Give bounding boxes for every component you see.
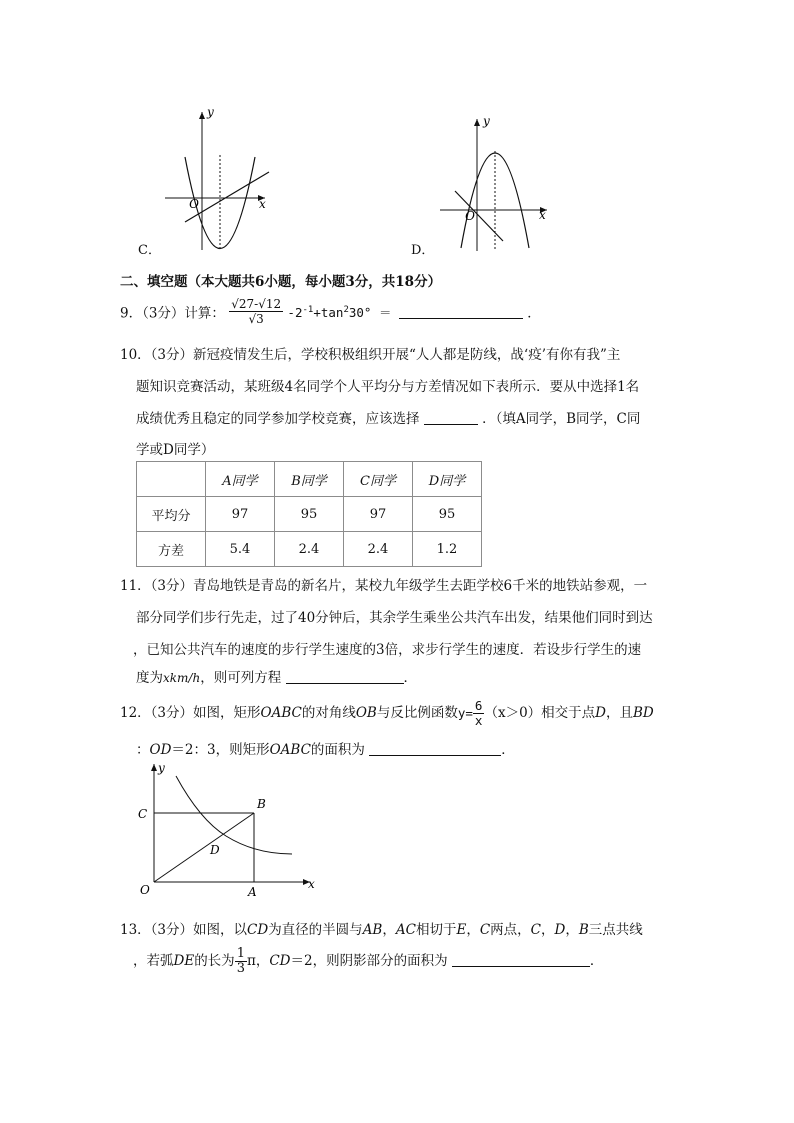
q13-pi: π， <box>246 953 270 969</box>
q13-comma-4: ， <box>565 922 579 938</box>
q9-answer-blank[interactable] <box>399 304 523 319</box>
c-origin-label: O <box>189 197 199 211</box>
q11-line-2: 部分同学们步行先走，过了40分钟后，其余学生乘坐公共汽车出发，结果他们同时到达 <box>136 610 653 626</box>
q13-b: B <box>578 922 589 938</box>
score-table <box>136 461 482 567</box>
q13-c-2: C <box>530 922 541 938</box>
d-origin-label: O <box>465 209 475 223</box>
q12-end: ． <box>501 742 515 758</box>
q13-arc-de: DE <box>173 953 195 969</box>
table-header-cell: A同学 <box>206 462 275 497</box>
q12-func-y: y= <box>457 705 473 721</box>
q13-line-2 <box>133 944 603 978</box>
q12-diagonal: OB <box>355 705 377 721</box>
q13-text-2f: ＝2，则阴影部分的面积为 <box>290 953 448 969</box>
q10-line-3c: A同学，B同学，C同 <box>515 411 641 427</box>
q13-ac: AC <box>395 922 416 938</box>
table-cell: 95 <box>413 497 482 532</box>
q12-label-d: D <box>210 843 220 857</box>
option-d-label: D． <box>411 243 435 258</box>
q12-label-a: A <box>248 885 257 899</box>
q12-segment-od: OD <box>149 742 172 758</box>
q12-text-h: ，且 <box>605 705 633 721</box>
q13-comma-2: ， <box>466 922 480 938</box>
q13-fraction <box>235 947 247 976</box>
q12-label-y: y <box>158 761 165 775</box>
q10-line-1: 10．（3分）新冠疫情发生后，学校积极组织开展“人人都是防线，战‘疫’有你有我”主 <box>120 347 621 363</box>
q11-line-4a: 度为 <box>136 670 163 686</box>
q10-line-3 <box>136 407 640 427</box>
d-line <box>455 191 503 241</box>
q12-figure <box>130 758 330 900</box>
q13-e: E <box>456 922 467 938</box>
q12-label-x: x <box>308 877 315 891</box>
q12-text-e: 与反比例函数 <box>376 705 458 721</box>
q13-end: ． <box>589 953 604 969</box>
d-x-label: x <box>539 208 546 222</box>
option-c-label: C． <box>138 243 161 258</box>
q10-line-4: 学或D同学） <box>136 442 215 458</box>
table-cell: 97 <box>344 497 413 532</box>
q12-func-denominator: x <box>474 713 483 728</box>
q12-text-2c: ＝2：3，则矩形 <box>171 742 270 758</box>
q12-segment-bd: BD <box>632 705 654 721</box>
q11-answer-blank[interactable] <box>286 669 404 684</box>
q13-ab: AB <box>362 922 383 938</box>
q9-exponent: -1 <box>302 304 314 315</box>
q13-text-q: 三点共线 <box>588 922 643 938</box>
table-cell: 1.2 <box>413 532 482 567</box>
q13-text-2a: ，若弧 <box>133 953 174 969</box>
d-y-label: y <box>483 114 490 128</box>
table-header-cell: C同学 <box>344 462 413 497</box>
q12-answer-blank[interactable] <box>369 741 501 756</box>
q12-rect-name: OABC <box>260 705 302 721</box>
c-y-arrow <box>199 112 205 119</box>
q12-y-arrow <box>151 764 157 771</box>
q9-end: ． <box>527 305 541 322</box>
q13-cd: CD <box>247 922 269 938</box>
table-cell: 方差 <box>137 532 206 567</box>
table-row <box>137 532 482 567</box>
q10-line-3b: ．（填 <box>482 411 516 427</box>
q13-comma-3: ， <box>541 922 555 938</box>
q9-fraction-numerator: √27-√12 <box>231 297 282 311</box>
q13-comma-1: ， <box>382 922 396 938</box>
q11-line-4d: ． <box>403 670 417 686</box>
q12-text-c: 的对角线 <box>301 705 356 721</box>
table-cell: 5.4 <box>206 532 275 567</box>
q9-number: 9．（3分）计算： <box>120 305 225 322</box>
q9-power-term <box>287 305 399 320</box>
q9-tan: +tan <box>313 304 344 320</box>
q12-hyperbola <box>176 776 292 854</box>
q9-fraction <box>229 297 283 326</box>
q9-fraction-denominator: √3 <box>248 312 264 326</box>
table-cell: 95 <box>275 497 344 532</box>
table-cell: 2.4 <box>275 532 344 567</box>
q9-minus-two: -2 <box>287 304 303 320</box>
table-cell: 平均分 <box>137 497 206 532</box>
q13-cd-2: CD <box>269 953 291 969</box>
option-d-graph <box>435 113 555 253</box>
q11-variable: xkm/h <box>163 671 201 685</box>
table-header-cell: D同学 <box>413 462 482 497</box>
q12-line-2 <box>136 738 515 758</box>
q13-text-a: 13．（3分）如图，以 <box>120 922 248 938</box>
q9-angle: 30° ＝ <box>348 304 392 320</box>
c-y-label: y <box>207 105 214 119</box>
q12-label-b: B <box>257 797 266 811</box>
table-cell: 2.4 <box>344 532 413 567</box>
q12-diagonal-ob <box>154 813 254 882</box>
q12-text-2a: ： <box>136 742 150 758</box>
q13-d: D <box>554 922 566 938</box>
q12-text-2e: 的面积为 <box>310 742 365 758</box>
q10-answer-blank[interactable] <box>424 410 478 425</box>
q12-func-fraction <box>473 699 485 728</box>
q12-text-a: 12．（3分）如图，矩形 <box>120 705 261 721</box>
q11-line-3: ，已知公共汽车的速度的步行学生速度的3倍，求步行学生的速度．若设步行学生的速 <box>133 642 642 658</box>
table-header-row <box>137 462 482 497</box>
q12-rect-name-2: OABC <box>269 742 311 758</box>
d-y-arrow <box>474 119 480 126</box>
q11-line-1: 11．（3分）青岛地铁是青岛的新名片，某校九年级学生去距学校6千米的地铁站参观，一 <box>120 578 648 594</box>
question-9 <box>120 297 541 333</box>
q12-point-d: D <box>595 705 606 721</box>
q12-label-c: C <box>138 807 148 821</box>
q13-line-1 <box>120 918 643 938</box>
q13-text-k: 两点， <box>490 922 531 938</box>
option-c-graph <box>155 100 275 252</box>
q12-label-o: O <box>140 883 150 897</box>
q13-fraction-numerator: 1 <box>236 946 245 961</box>
q11-line-4c: ，则可列方程 <box>200 670 282 686</box>
q13-text-g: 相切于 <box>415 922 457 938</box>
table-cell: 97 <box>206 497 275 532</box>
q13-c: C <box>479 922 491 938</box>
q13-answer-blank[interactable] <box>452 952 590 967</box>
q13-text-c: 为直径的半圆与 <box>268 922 363 938</box>
q11-line-4 <box>136 666 417 686</box>
q12-line-1 <box>120 697 654 729</box>
q13-text-2c: 的长为 <box>194 953 235 969</box>
table-header-cell: B同学 <box>275 462 344 497</box>
table-row <box>137 497 482 532</box>
q10-line-2: 题知识竞赛活动，某班级4名同学个人平均分与方差情况如下表所示．要从中选择1名 <box>136 379 640 395</box>
q10-line-3a: 成绩优秀且稳定的同学参加学校竞赛，应该选择 <box>136 411 420 427</box>
q12-text-f: （x＞0）相交于点 <box>484 705 596 721</box>
q12-func-numerator: 6 <box>474 698 483 713</box>
section-title: 二、填空题（本大题共6小题，每小题3分，共18分） <box>120 274 442 290</box>
c-x-label: x <box>259 197 266 211</box>
q9-tan-exponent: 2 <box>343 304 349 315</box>
q13-fraction-denominator: 3 <box>236 961 245 976</box>
table-header-cell <box>137 462 206 497</box>
